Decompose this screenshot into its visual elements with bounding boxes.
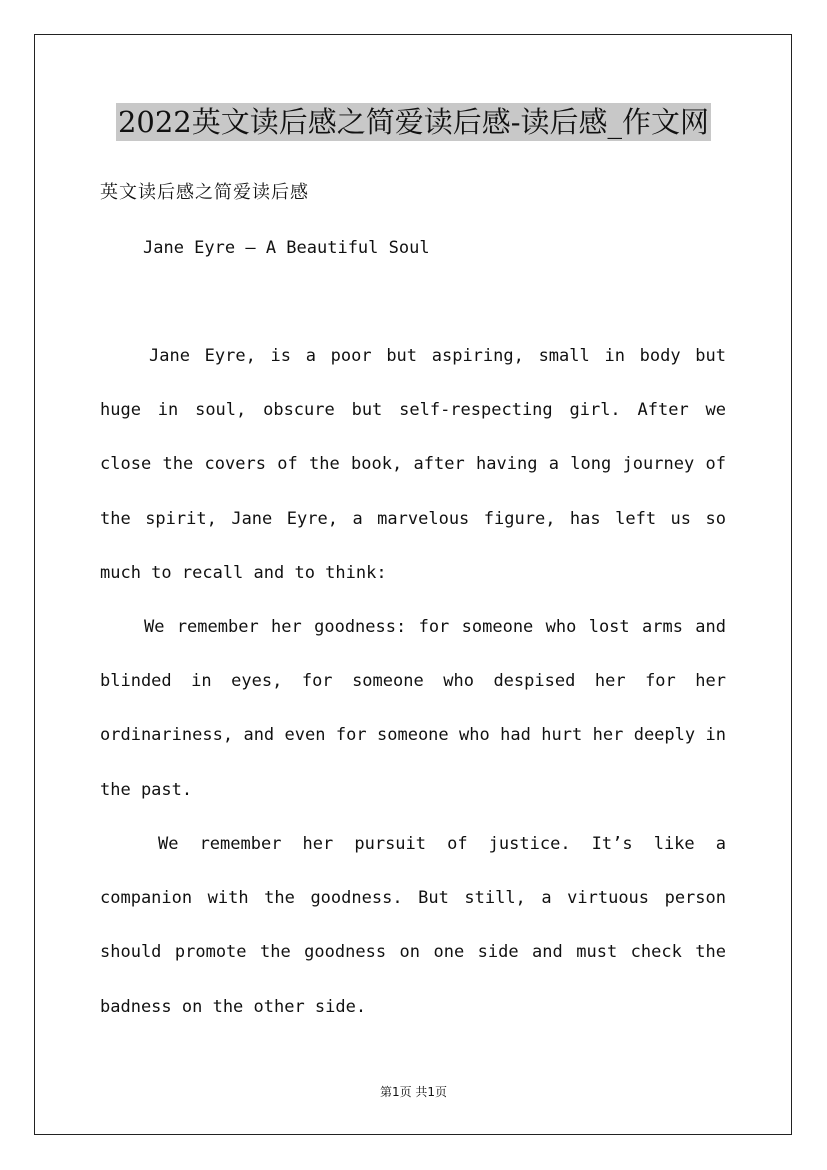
- paragraph-3: We remember her pursuit of justice. It’s like a companion with the goodness. But still, a virtuous person should promote the goodness on one side and must check the badness on the other side.: [100, 834, 726, 1017]
- book-title: Jane Eyre — A Beautiful Soul: [143, 238, 430, 258]
- document-title: 2022英文读后感之简爱读后感-读后感_作文网: [117, 105, 710, 139]
- paragraph-2: We remember her goodness: for someone who lost arms and blinded in eyes, for someone who despised her for her ordinariness, and even for someone who had hurt her deeply in the past.: [100, 617, 726, 800]
- paragraph-1: Jane Eyre, is a poor but aspiring, small in body but huge in soul, obscure but self-respecting girl. After we close the covers of the book, after having a long journey of the spirit, Jane Eyre, a marvelous figure, has left us so much to recall and to think:: [100, 346, 726, 583]
- title-container: [0, 103, 827, 141]
- document-subtitle: 英文读后感之简爱读后感: [100, 182, 309, 203]
- page-footer: 第1页 共1页: [379, 1085, 448, 1099]
